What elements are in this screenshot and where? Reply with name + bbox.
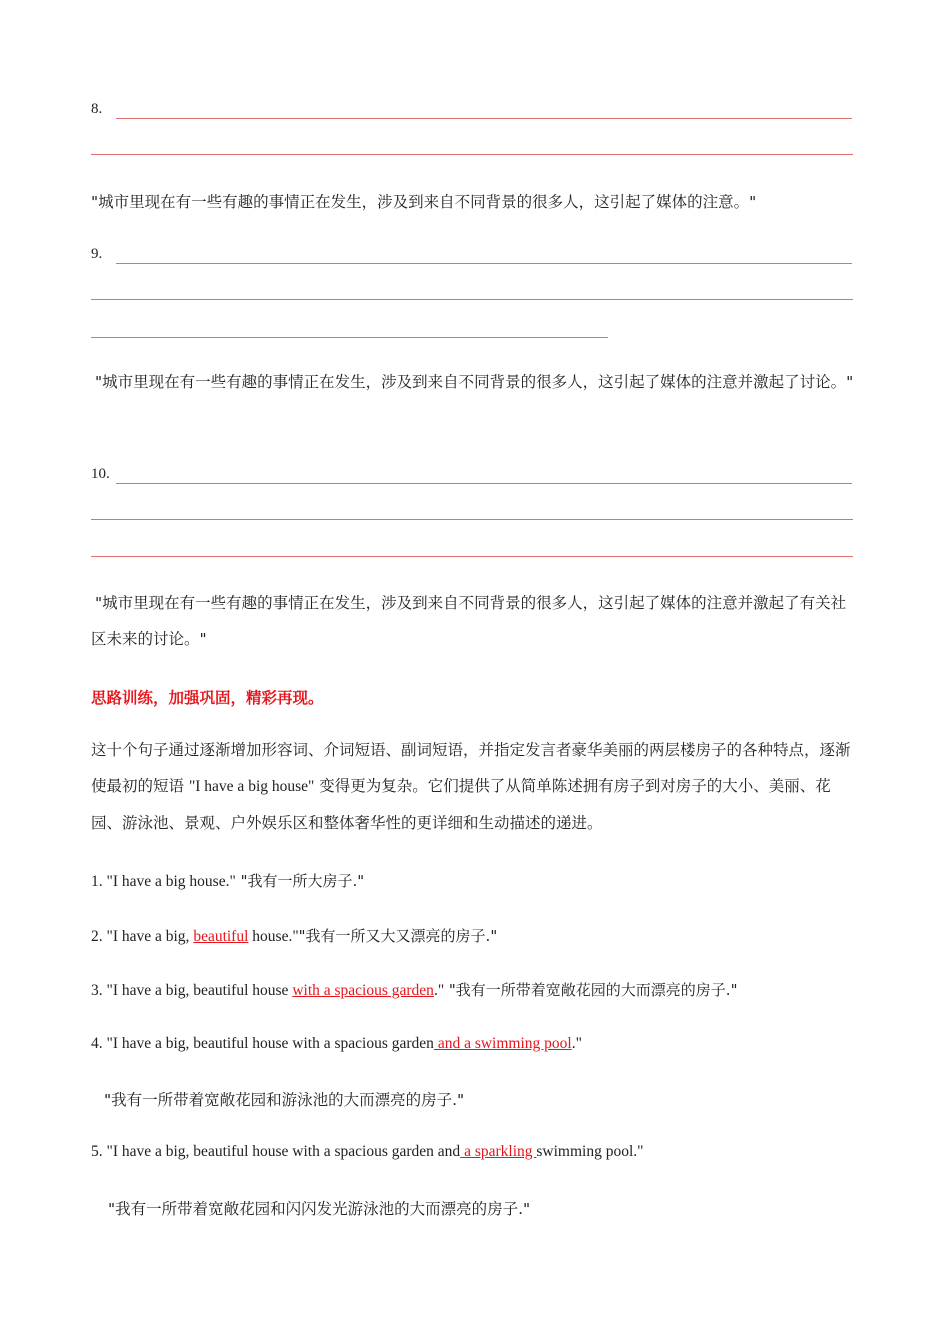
intro-text: 这十个句子通过逐渐增加形容词、介词短语、副词短语，并指定发言者豪华美丽的两层楼房子的各种特点，逐渐使最初的短语 (91, 741, 851, 795)
section-heading: 思路训练，加强巩固，精彩再现。 (91, 689, 324, 707)
example-2 (91, 925, 497, 946)
answer-line[interactable] (91, 299, 853, 300)
exercise-9-translation: "城市里现在有一些有趣的事情正在发生，涉及到来自不同背景的很多人，这引起了媒体的注意并激起了讨论。" (95, 373, 854, 391)
example-english: "I have a big house." (106, 873, 236, 890)
example-highlight: beautiful (193, 928, 249, 945)
example-english-tail: ." (571, 1035, 582, 1052)
answer-line[interactable] (91, 519, 853, 520)
example-chinese: "我有一所大房子." (235, 872, 365, 890)
example-chinese: "我有一所又大又漂亮的房子." (298, 927, 498, 945)
exercise-9-number: 9. (91, 246, 103, 262)
example-highlight: with a spacious garden (292, 982, 434, 999)
intro-text: 变得更为复杂。它们提供了从简单陈述拥有房子到对房子的大小、美丽、花园、游泳池、景观、户外娱乐区和整体奢华性的更详细和生动描述的递进。 (91, 777, 831, 832)
example-english: "I have a big, (106, 928, 194, 945)
answer-line[interactable] (91, 556, 853, 557)
exercise-8-number: 8. (91, 101, 103, 117)
example-number: 3. (91, 982, 103, 999)
example-chinese: "我有一所带着宽敞花园的大而漂亮的房子." (444, 981, 738, 999)
example-1 (91, 870, 364, 891)
example-english: "I have a big, beautiful house with a spacious garden (106, 1035, 434, 1052)
example-english-tail: swimming pool." (536, 1143, 644, 1160)
example-4 (91, 1034, 582, 1053)
example-5-chinese: "我有一所带着宽敞花园和闪闪发光游泳池的大而漂亮的房子." (108, 1200, 531, 1218)
exercise-10-translation: "城市里现在有一些有趣的事情正在发生，涉及到来自不同背景的很多人，这引起了媒体的注意并激起了有关社区未来的讨论。" (91, 594, 847, 648)
example-number: 5. (91, 1143, 103, 1160)
answer-line[interactable] (116, 483, 852, 484)
example-4-chinese: "我有一所带着宽敞花园和游泳池的大而漂亮的房子." (104, 1091, 465, 1109)
example-english: "I have a big, beautiful house (106, 982, 293, 999)
example-3 (91, 979, 737, 1000)
answer-line[interactable] (116, 118, 852, 119)
exercise-10-number: 10. (91, 466, 110, 482)
exercise-8-translation: "城市里现在有一些有趣的事情正在发生，涉及到来自不同背景的很多人，这引起了媒体的注意。" (91, 193, 757, 211)
answer-line[interactable] (116, 263, 852, 264)
example-5 (91, 1142, 643, 1161)
example-number: 1. (91, 873, 103, 890)
answer-line[interactable] (91, 337, 608, 338)
example-english-tail: ." (433, 982, 445, 999)
example-highlight: and a swimming pool (433, 1035, 572, 1052)
intro-paragraph (91, 732, 861, 841)
example-highlight: a sparkling (460, 1143, 537, 1160)
answer-line[interactable] (91, 154, 853, 155)
intro-quote: "I have a big house" (188, 778, 315, 795)
example-english-tail: house." (248, 928, 299, 945)
example-english: "I have a big, beautiful house with a spacious garden and (106, 1143, 461, 1160)
example-number: 2. (91, 928, 103, 945)
example-number: 4. (91, 1035, 103, 1052)
